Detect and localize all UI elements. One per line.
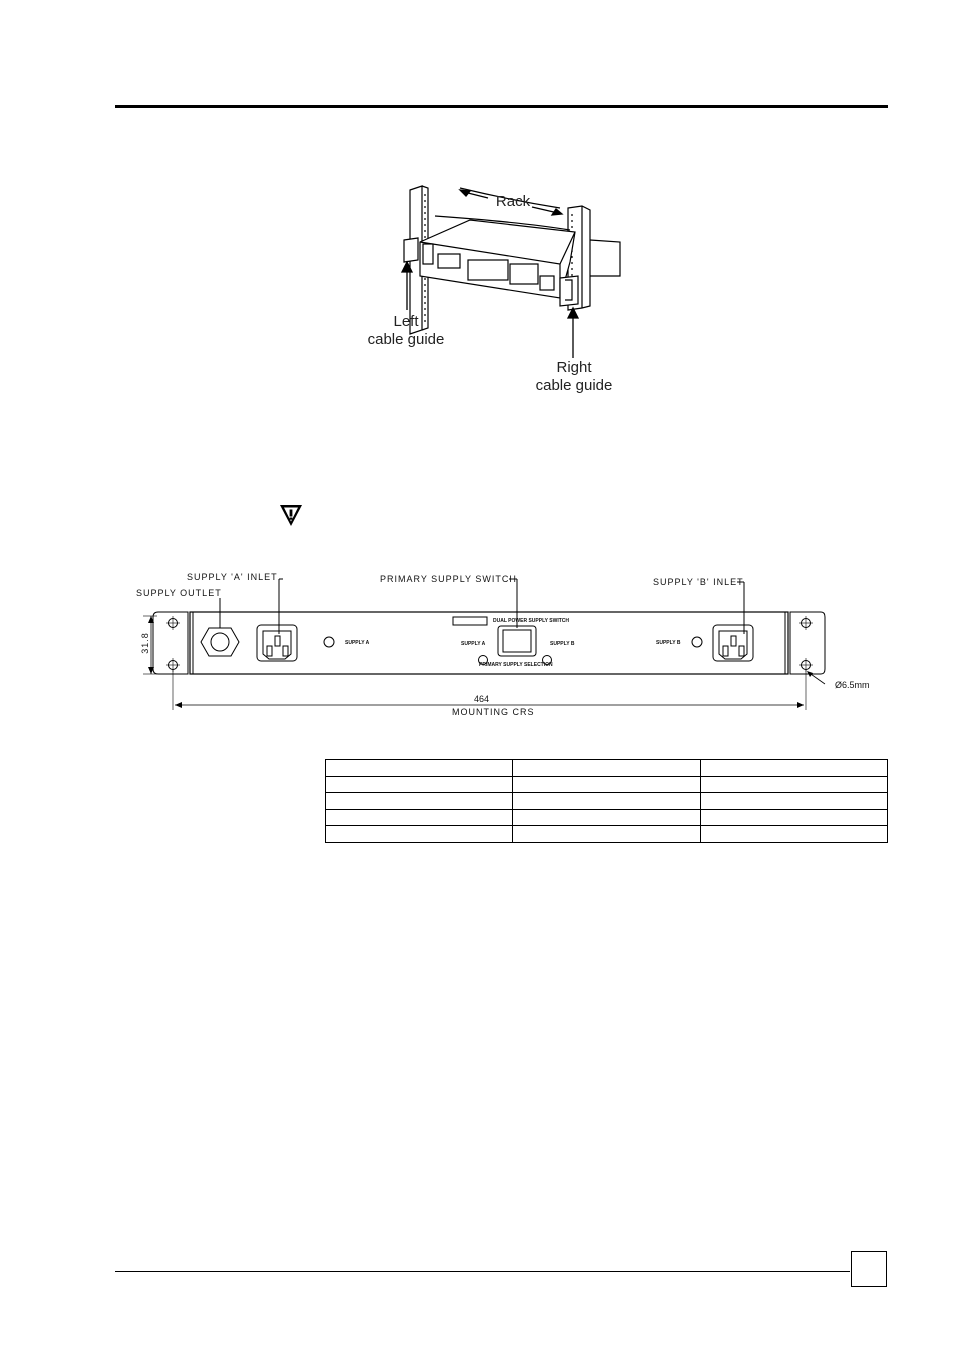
- table-cell: [326, 793, 513, 810]
- table-cell: [700, 809, 887, 826]
- table-cell: [700, 760, 887, 777]
- table-row: [326, 776, 888, 793]
- table-cell: [326, 776, 513, 793]
- table-cell: [513, 826, 700, 843]
- supply-a-inlet-label: SUPPLY 'A' INLET: [187, 572, 278, 582]
- spec-table: [325, 759, 888, 843]
- table-row: [326, 826, 888, 843]
- panel-selection-label: PRIMARY SUPPLY SELECTION: [479, 662, 553, 668]
- table-cell: [513, 809, 700, 826]
- table-cell: [700, 793, 887, 810]
- footer-rule: [115, 1271, 850, 1272]
- table-row: [326, 793, 888, 810]
- front-panel-figure: [135, 570, 855, 720]
- supply-b-inlet-label: SUPPLY 'B' INLET: [653, 577, 744, 587]
- panel-selector-a: SUPPLY A: [461, 641, 486, 647]
- primary-switch-label: PRIMARY SUPPLY SWITCH: [380, 574, 517, 584]
- table-cell: [700, 826, 887, 843]
- header-rule: [115, 105, 888, 108]
- table-cell: [513, 760, 700, 777]
- height-dimension: 31.8: [140, 632, 150, 654]
- right-guide-label-line1: Right: [556, 359, 592, 376]
- left-guide-label-line2: cable guide: [367, 331, 445, 348]
- right-guide-label-line2: cable guide: [535, 377, 613, 394]
- table-cell: [326, 809, 513, 826]
- width-dimension: 464: [474, 694, 490, 704]
- hole-dimension: Ø6.5mm: [835, 680, 870, 690]
- front-panel-drawing: [135, 570, 855, 720]
- table-cell: [326, 760, 513, 777]
- mounting-label: MOUNTING CRS: [452, 707, 535, 717]
- table-cell: [513, 793, 700, 810]
- table-cell: [700, 776, 887, 793]
- table-row: [326, 760, 888, 777]
- table-cell: [326, 826, 513, 843]
- page-number-box: [851, 1251, 887, 1287]
- panel-title: DUAL POWER SUPPLY SWITCH: [493, 618, 570, 624]
- table-cell: [513, 776, 700, 793]
- table-row: [326, 809, 888, 826]
- rack-label: Rack: [495, 193, 531, 210]
- panel-selector-b: SUPPLY B: [550, 641, 575, 647]
- supply-outlet-label: SUPPLY OUTLET: [136, 588, 222, 598]
- warning-icon: [279, 503, 303, 527]
- panel-supply-b: SUPPLY B: [656, 640, 681, 646]
- left-guide-label-line1: Left: [393, 313, 419, 330]
- panel-supply-a: SUPPLY A: [345, 640, 370, 646]
